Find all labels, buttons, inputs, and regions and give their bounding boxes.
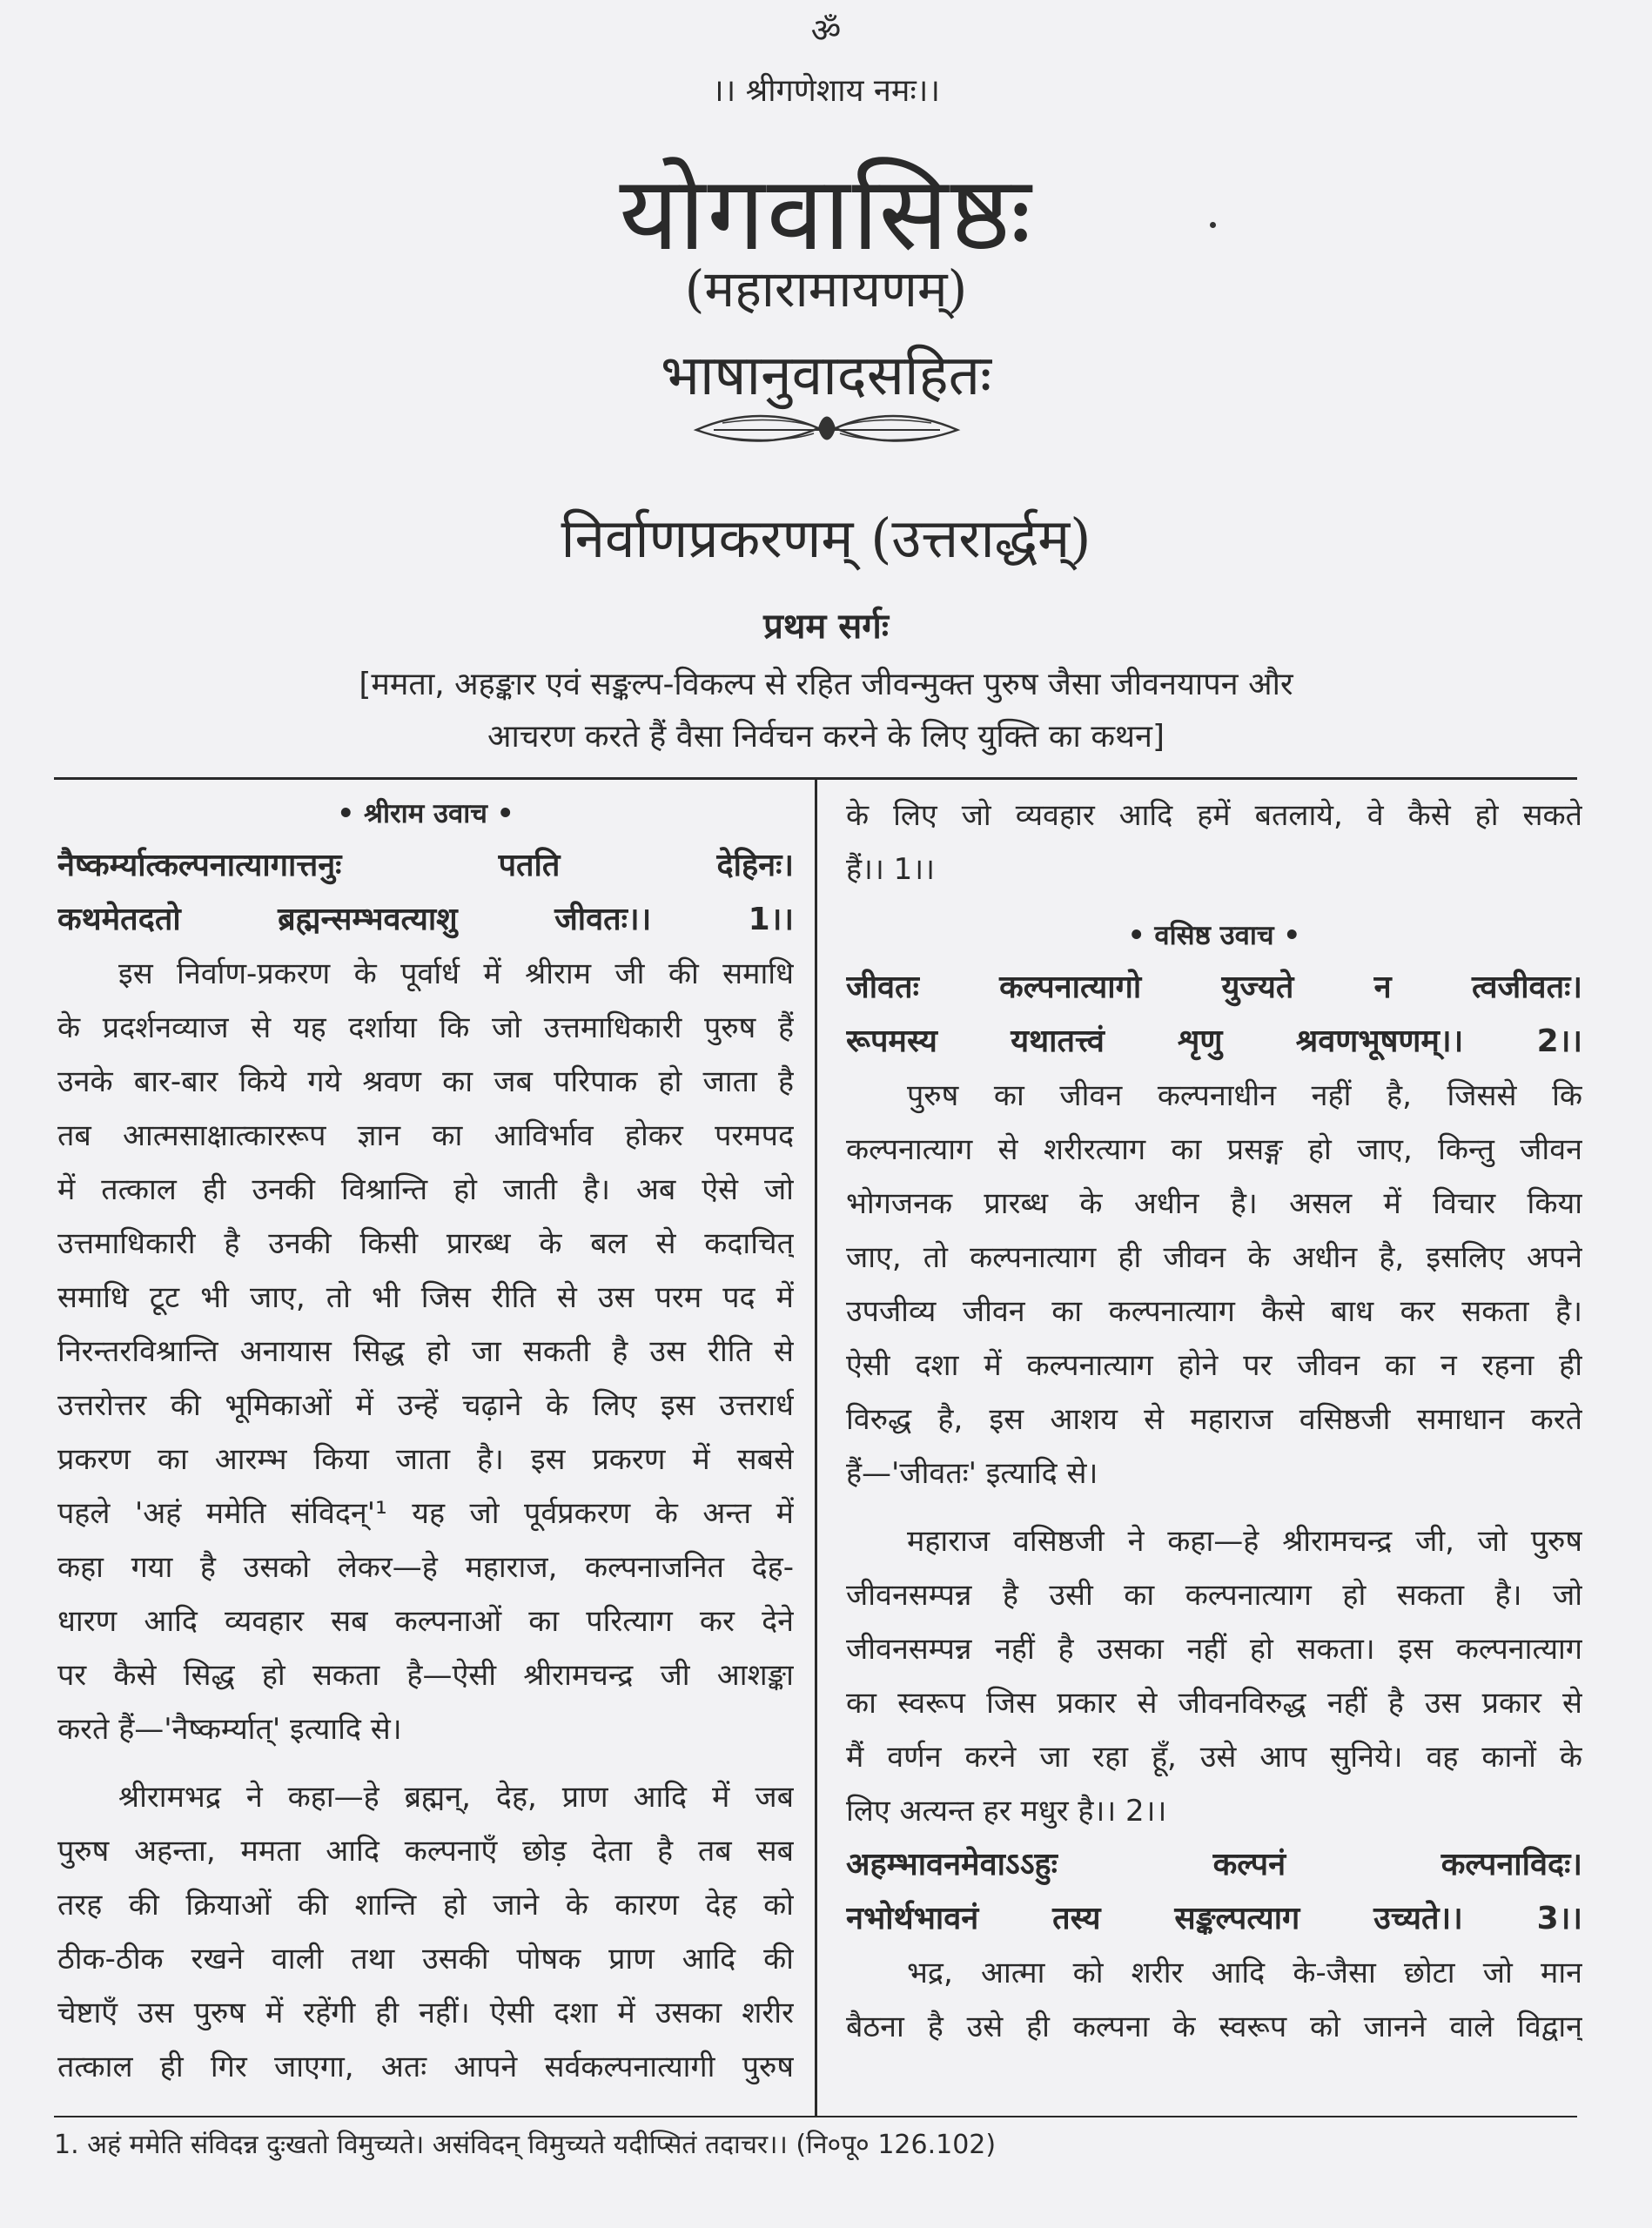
text-line: चेष्टाएँ उस पुरुष में रहेंगी ही नहीं। ऐसी दशा में उसका शरीर <box>57 1996 794 2030</box>
text-line: उत्तरोत्तर की भूमिकाओं में उन्हें चढ़ाने के लिए इस उत्तरार्ध <box>57 1388 794 1423</box>
text-line: हैं।। 1।। <box>846 852 936 887</box>
text-line: उनके बार-बार किये गये श्रवण का जब परिपाक हो जाता है <box>57 1064 794 1099</box>
book-subtitle-2: भाषानुवादसहितः <box>660 344 992 408</box>
text-line: प्रकरण का आरम्भ किया जाता है। इस प्रकरण में सबसे <box>57 1442 794 1477</box>
text-line: भद्र, आत्मा को शरीर आदि के-जैसा छोटा जो मान <box>907 1956 1582 1990</box>
text-line: के प्रदर्शनव्याज से यह दर्शाया कि जो उत्तमाधिकारी पुरुष हैं <box>57 1010 794 1045</box>
text-line: करते हैं—'नैष्कर्म्यात्' इत्यादि से। <box>57 1712 402 1747</box>
text-line: में तत्काल ही उनकी विश्रान्ति हो जाती है। अब ऐसे जो <box>57 1172 794 1207</box>
verse-line: कथमेतदतो ब्रह्मन्सम्भवत्याशु जीवतः।। 1।। <box>57 902 794 937</box>
text-line: इस निर्वाण-प्रकरण के पूर्वार्ध में श्रीराम जी की समाधि <box>118 956 794 991</box>
text-line: पुरुष अहन्ता, ममता आदि कल्पनाएँ छोड़ देता है तब सब <box>57 1834 794 1869</box>
verse-line: जीवतः कल्पनात्यागो युज्यते न त्वजीवतः। <box>846 970 1582 1005</box>
text-line: हैं—'जीवतः' इत्यादि से। <box>846 1456 1098 1491</box>
summary-line: आचरण करते हैं वैसा निर्वचन करने के लिए युक्ति का कथन] <box>487 719 1165 755</box>
paragraph-gap <box>57 1756 794 1770</box>
text-line: जाए, तो कल्पनात्याग ही जीवन के अधीन है, इसलिए अपने <box>846 1240 1582 1275</box>
text-line: ठीक-ठीक रखने वाली तथा उसकी पोषक प्राण आदि की <box>57 1942 794 1976</box>
paragraph-gap <box>846 896 1582 910</box>
text-line: धारण आदि व्यवहार सब कल्पनाओं का परित्याग कर देने <box>57 1604 794 1639</box>
text-line: विरुद्ध है, इस आशय से महाराज वसिष्ठजी समाधान करते <box>846 1402 1582 1437</box>
text-line: लिए अत्यन्त हर मधुर है।। 2।। <box>846 1794 1167 1829</box>
text-line: तब आत्मसाक्षात्काररूप ज्ञान का आविर्भाव होकर परमपद <box>57 1118 794 1153</box>
column-divider <box>815 780 817 2116</box>
invocation: ।। श्रीगणेशाय नमः।। <box>711 73 941 109</box>
ink-speck <box>1210 222 1216 228</box>
text-line: निरन्तरविश्रान्ति अनायास सिद्ध हो जा सकती है उस रीति से <box>57 1334 794 1369</box>
verse-line: नैष्कर्म्यात्कल्पनात्यागात्तनुः पतति देहिनः। <box>57 848 794 883</box>
left-column <box>57 789 794 2094</box>
text-line: श्रीरामभद्र ने कहा—हे ब्रह्मन्, देह, प्राण आदि में जब <box>118 1780 794 1815</box>
book-title: योगवासिष्ठः <box>619 153 1033 273</box>
book-subtitle: (महारामायणम्) <box>684 259 968 319</box>
paragraph-gap <box>846 1500 1582 1514</box>
om-symbol: ॐ <box>810 11 842 50</box>
section-title: निर्वाणप्रकरणम् (उत्तरार्द्धम्) <box>561 507 1091 570</box>
speaker-heading: • वसिष्ठ उवाच • <box>1127 920 1301 951</box>
text-line: पहले 'अहं ममेति संविदन्'¹ यह जो पूर्वप्रकरण के अन्त में <box>57 1496 794 1531</box>
text-line: तत्काल ही गिर जाएगा, अतः आपने सर्वकल्पनात्यागी पुरुष <box>57 2050 794 2084</box>
chapter-heading: प्रथम सर्गः <box>763 607 889 647</box>
speaker-heading: • श्रीराम उवाच • <box>337 798 514 829</box>
text-line: तरह की क्रियाओं की शान्ति हो जाने के कारण देह को <box>57 1888 794 1923</box>
text-line: पर कैसे सिद्ध हो सकता है—ऐसी श्रीरामचन्द्र जी आशङ्का <box>57 1658 794 1693</box>
text-line: जीवनसम्पन्न है उसी का कल्पनात्याग हो सकता है। जो <box>846 1578 1582 1613</box>
text-line: के लिए जो व्यवहार आदि हमें बतलाये, वे कैसे हो सकते <box>846 798 1582 833</box>
verse-line: नभोर्थभावनं तस्य सङ्कल्पत्याग उच्यते।। 3।। <box>846 1901 1582 1936</box>
ornament-flourish <box>688 402 966 454</box>
summary-line: [ममता, अहङ्कार एवं सङ्कल्प-विकल्प से रहित जीवन्मुक्त पुरुष जैसा जीवनयापन और <box>359 667 1293 702</box>
verse-line: रूपमस्य यथातत्त्वं शृणु श्रवणभूषणम्।। 2।। <box>846 1023 1582 1059</box>
text-line: बैठना है उसे ही कल्पना के स्वरूप को जानने वाले विद्वान् <box>846 2010 1582 2044</box>
text-line: उत्तमाधिकारी है उनकी किसी प्रारब्ध के बल से कदाचित् <box>57 1226 794 1261</box>
verse-line: अहम्भावनमेवाऽऽहुः कल्पनं कल्पनाविदः। <box>846 1847 1582 1882</box>
text-line: जीवनसम्पन्न नहीं है उसका नहीं हो सकता। इस कल्पनात्याग <box>846 1632 1582 1667</box>
text-line: पुरुष का जीवन कल्पनाधीन नहीं है, जिससे कि <box>907 1078 1582 1113</box>
text-line: ऐसी दशा में कल्पनात्याग होने पर जीवन का न रहना ही <box>846 1348 1582 1383</box>
text-line: महाराज वसिष्ठजी ने कहा—हे श्रीरामचन्द्र जी, जो पुरुष <box>907 1524 1582 1559</box>
text-line: मैं वर्णन करने जा रहा हूँ, उसे आप सुनिये। वह कानों के <box>846 1740 1582 1775</box>
text-line: कहा गया है उसको लेकर—हे महाराज, कल्पनाजनित देह- <box>57 1550 794 1585</box>
right-column <box>846 789 1582 2054</box>
text-line: समाधि टूट भी जाए, तो भी जिस रीति से उस परम पद में <box>57 1280 794 1315</box>
text-line: का स्वरूप जिस प्रकार से जीवनविरुद्ध नहीं है उस प्रकार से <box>846 1686 1582 1721</box>
text-line: उपजीव्य जीवन का कल्पनात्याग कैसे बाध कर सकता है। <box>846 1294 1582 1329</box>
chapter-summary <box>0 659 1652 763</box>
text-line: कल्पनात्याग से शरीरत्याग का प्रसङ्ग हो जाए, किन्तु जीवन <box>846 1132 1582 1167</box>
footnote: 1. अहं ममेति संविदन्न दुःखतो विमुच्यते। असंविदन् विमुच्यते यदीप्सितं तदाचर।। (नि०पू० 126.102) <box>54 2130 997 2160</box>
text-line: भोगजनक प्रारब्ध के अधीन है। असल में विचार किया <box>846 1186 1582 1221</box>
footnote-rule <box>54 2116 1577 2117</box>
